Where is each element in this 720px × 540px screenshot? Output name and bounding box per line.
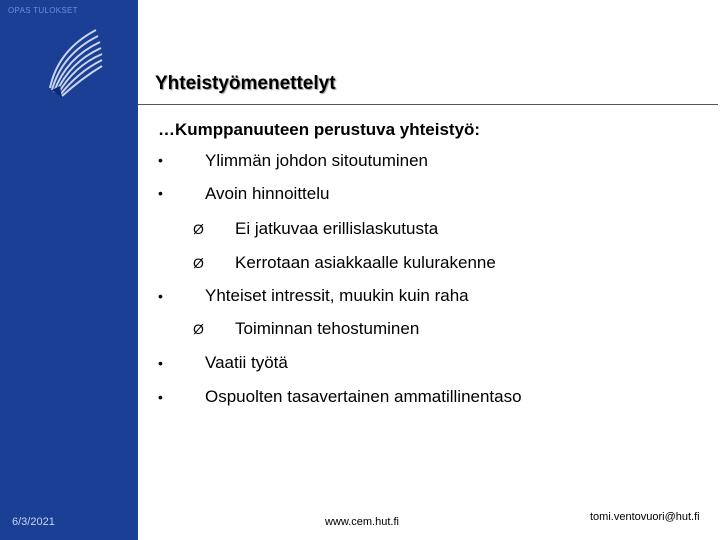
footer-email: tomi.ventovuori@hut.fi <box>590 511 700 523</box>
sidebar <box>0 0 138 540</box>
bullet-marker: • <box>158 288 163 304</box>
arrow-bullet-icon: Ø <box>193 221 204 237</box>
title-divider <box>138 104 718 105</box>
arrow-bullet-icon: Ø <box>193 255 204 271</box>
sub-list-item: Ei jatkuvaa erillislaskutusta <box>235 219 439 238</box>
bullet-marker: • <box>158 355 163 371</box>
slide-title: Yhteistyömenettelyt <box>155 73 336 94</box>
footer-url: www.cem.hut.fi <box>325 516 399 528</box>
list-item: Vaatii työtä <box>205 353 288 372</box>
sub-list-item: Toiminnan tehostuminen <box>235 319 420 338</box>
sub-list-item: Kerrotaan asiakkaalle kulurakenne <box>235 253 496 272</box>
arrow-bullet-icon: Ø <box>193 321 204 337</box>
brand-text: OPAS TULOKSET <box>8 6 78 15</box>
slide-date: 6/3/2021 <box>12 516 55 528</box>
list-item: Avoin hinnoittelu <box>205 184 330 203</box>
bullet-marker: • <box>158 185 163 201</box>
list-item: Ospuolten tasavertainen ammatillinentaso <box>205 387 522 406</box>
bullet-marker: • <box>158 389 163 405</box>
list-item: Yhteiset intressit, muukin kuin raha <box>205 286 469 305</box>
list-item: Ylimmän johdon sitoutuminen <box>205 151 429 170</box>
slide-subtitle: …Kumppanuuteen perustuva yhteistyö: <box>158 120 481 139</box>
bullet-marker: • <box>158 152 163 168</box>
university-logo-icon <box>40 20 106 100</box>
